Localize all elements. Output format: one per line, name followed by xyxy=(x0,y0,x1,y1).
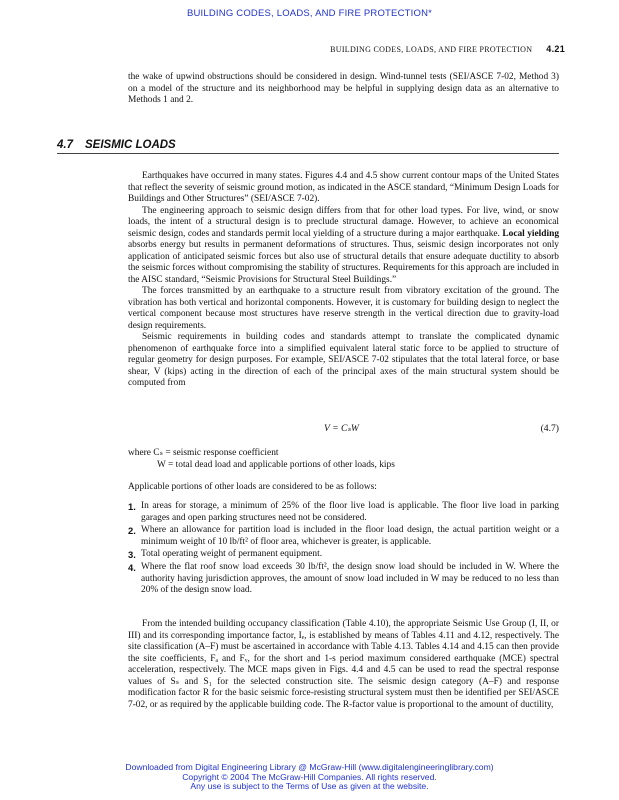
paragraph-3: The forces transmitted by an earthquake to a structure result from vibratory excitation of the ground. The vibration has both vertical and horizontal components. However, it is customary for building design to neglect the vertical component because most structures have reserve strength in the vertical direction due to gravity-load design requirements. xyxy=(128,286,559,331)
main-text xyxy=(128,171,559,390)
paragraph-2-cont: absorbs energy but results in permanent deformations of structures. Thus, seismic design incorporates not only application of anticipated seismic forces but also use of structural details that ensure adequate ductility to absorb the seismic forces without compromising the stability of structures. Requirements for this approach are included in the AISC standard, “Seismic Provisions for Structural Steel Buildings.” xyxy=(128,240,559,285)
paragraph-4: Seismic requirements in building codes and standards attempt to translate the complicated dynamic phenomenon of earthquake force into a simplified equivalent lateral static force to be applied to structure of regular geometry for design purposes. For example, SEI/ASCE 7-02 stipulates that the total lateral force, or base shear, V (kips) acting in the direction of each of the principal axes of the main structural system should be computed from xyxy=(128,332,559,388)
equation-number: (4.7) xyxy=(540,423,559,434)
section-heading xyxy=(57,139,559,154)
section-title: SEISMIC LOADS xyxy=(85,139,176,151)
list-item xyxy=(128,549,559,561)
definition-w: W = total dead load and applicable portions of other loads, kips xyxy=(157,460,395,470)
list-item-text: In areas for storage, a minimum of 25% of the floor live load is applicable. The floor live load in parking garages and open parking structures need not be considered. xyxy=(141,501,559,523)
running-head-title: BUILDING CODES, LOADS, AND FIRE PROTECTION xyxy=(330,45,533,54)
running-head xyxy=(330,44,565,54)
paragraph-2-text: The engineering approach to seismic design differs from that for other load types. For live, wind, or snow loads, the intent of a structural design is to preclude structural damage. However, to achieve an economical seismic design, codes and standards permit local yielding of a structure during a major earthquake. xyxy=(128,205,559,239)
definitions xyxy=(128,447,559,493)
list-item-number: 3. xyxy=(128,549,136,561)
page-number: 4.21 xyxy=(546,44,565,54)
list-item-text: Total operating weight of permanent equipment. xyxy=(141,549,323,560)
paragraph-2 xyxy=(128,206,559,287)
list-item-number: 1. xyxy=(128,501,136,512)
intro-block xyxy=(128,72,559,107)
footer-download-link[interactable]: Downloaded from Digital Engineering Library @ McGraw-Hill (www.digitalengineeringlibrary.com) xyxy=(125,762,494,772)
top-banner: BUILDING CODES, LOADS, AND FIRE PROTECTION* xyxy=(186,8,433,19)
section-number: 4.7 xyxy=(57,139,73,151)
list-intro: Applicable portions of other loads are considered to be as follows: xyxy=(128,482,377,492)
paragraph-1: Earthquakes have occurred in many states. Figures 4.4 and 4.5 show current contour maps of the United States that reflect the severity of seismic ground motion, as indicated in the ASCE standard, “Minimum Design Loads for Buildings and Other Structures” (SEI/ASCE 7-02). xyxy=(128,171,559,204)
list-item xyxy=(128,501,559,524)
footer-terms: Any use is subject to the Terms of Use as given at the website. xyxy=(190,781,429,792)
intro-paragraph: the wake of upwind obstructions should be considered in design. Wind-tunnel tests (SEI/ASCE 7-02, Method 3) on a model of the structure and its neighborhood may be helpful in supplying design data as an alternative to Methods 1 and 2. xyxy=(128,72,559,105)
list-item-number: 2. xyxy=(128,525,136,537)
list-item-text: Where the flat roof snow load exceeds 30 lb/ft², the design snow load should be included in W. Where the authority having jurisdiction approves, the amount of snow load included in W may be reduced to no less than 20% of the design snow load. xyxy=(141,561,559,596)
list-item xyxy=(128,525,559,548)
equation-formula: V = CₛW xyxy=(324,423,359,434)
footer xyxy=(0,763,619,792)
definition-cs: where Cₛ = seismic response coefficient xyxy=(128,448,279,458)
closing-block xyxy=(128,619,559,711)
footer-copyright: Copyright © 2004 The McGraw-Hill Companies. All rights reserved. xyxy=(182,771,437,782)
load-list xyxy=(128,501,559,598)
list-item-number: 4. xyxy=(128,561,136,573)
local-yielding-term: Local yielding xyxy=(502,228,560,239)
list-item-text: Where an allowance for partition load is included in the floor load design, the actual partition weight or a minimum weight of 10 lb/ft² of floor area, whichever is greater, is applicable. xyxy=(141,525,559,547)
closing-paragraph: From the intended building occupancy classification (Table 4.10), the appropriate Seismic Use Group (I, II, or III) and its corresponding importance factor, Iₑ, is established by means of Tables 4.11 and 4.12, respectively. The site classification (A–F) must be ascertained in accordance with Table 4.13. Tables 4.14 and 4.15 can then provide the site coefficients, Fₐ and Fᵥ, for the short and 1-s period maximum considered earthquake (MCE) spectral acceleration, respectively. The MCE maps given in Figs. 4.4 and 4.5 can be used to read the spectral response values of Sₛ and S₁ for the selected construction site. The seismic design category (A–F) and response modification factor R for the basic seismic force-resisting structural system must then be identified per SEI/ASCE 7-02, or as required by the applicable building code. The R-factor value is proportional to the amount of ductility, xyxy=(128,619,559,710)
list-item xyxy=(128,562,559,597)
